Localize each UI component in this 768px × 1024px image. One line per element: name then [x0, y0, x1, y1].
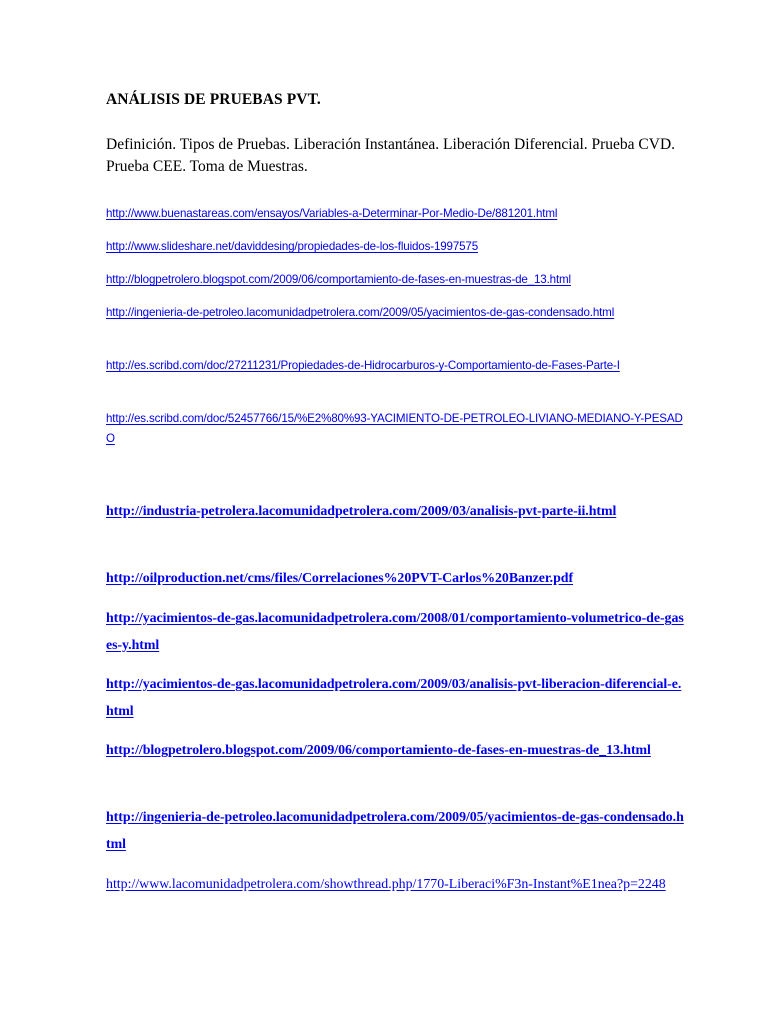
hyperlink[interactable]: http://yacimientos-de-gas.lacomunidadpetrolera.com/2008/01/comportamiento-volumetrico-de-gases-y.html [106, 611, 684, 653]
link-item [106, 303, 686, 323]
hyperlink[interactable]: http://ingenieria-de-petroleo.lacomunidadpetrolera.com/2009/05/yacimientos-de-gas-condensado.html [106, 810, 684, 852]
link-item [106, 204, 686, 224]
hyperlink[interactable]: http://yacimientos-de-gas.lacomunidadpetrolera.com/2009/03/analisis-pvt-liberacion-diferencial-e.html [106, 677, 682, 719]
hyperlink[interactable]: http://industria-petrolera.lacomunidadpetrolera.com/2009/03/analisis-pvt-parte-ii.html [106, 504, 617, 519]
hyperlink[interactable]: http://es.scribd.com/doc/27211231/Propiedades-de-Hidrocarburos-y-Comportamiento-de-Fases-Parte-I [106, 359, 620, 372]
link-item [106, 409, 686, 448]
hyperlink[interactable]: http://blogpetrolero.blogspot.com/2009/06/comportamiento-de-fases-en-muestras-de_13.html [106, 273, 571, 286]
hyperlink[interactable]: http://www.slideshare.net/daviddesing/propiedades-de-los-fluidos-1997575 [106, 240, 479, 253]
link-item [106, 356, 686, 376]
link-item [106, 566, 686, 593]
document-title: ANÁLISIS DE PRUEBAS PVT. [106, 91, 321, 108]
link-item [106, 606, 686, 659]
hyperlink[interactable]: http://oilproduction.net/cms/files/Correlaciones%20PVT-Carlos%20Banzer.pdf [106, 571, 574, 586]
link-item [106, 805, 686, 858]
link-item [106, 738, 686, 765]
link-item [106, 270, 686, 290]
hyperlink[interactable]: http://ingenieria-de-petroleo.lacomunidadpetrolera.com/2009/05/yacimientos-de-gas-condensado.html [106, 306, 615, 319]
link-item [106, 499, 686, 526]
hyperlink[interactable]: http://blogpetrolero.blogspot.com/2009/06/comportamiento-de-fases-en-muestras-de_13.html [106, 743, 651, 758]
hyperlink[interactable]: http://www.lacomunidadpetrolera.com/showthread.php/1770-Liberaci%F3n-Instant%E1nea?p=2248 [106, 877, 666, 892]
link-item [106, 237, 686, 257]
link-item [106, 672, 686, 725]
hyperlink[interactable]: http://es.scribd.com/doc/52457766/15/%E2%80%93-YACIMIENTO-DE-PETROLEO-LIVIANO-MEDIANO-Y-PESADO [106, 412, 683, 445]
hyperlink[interactable]: http://www.buenastareas.com/ensayos/Variables-a-Determinar-Por-Medio-De/881201.html [106, 207, 558, 220]
document-intro: Definición. Tipos de Pruebas. Liberación Instantánea. Liberación Diferencial. Prueba CVD. Prueba CEE. Toma de Muestras. [106, 136, 676, 175]
link-item [106, 872, 686, 899]
